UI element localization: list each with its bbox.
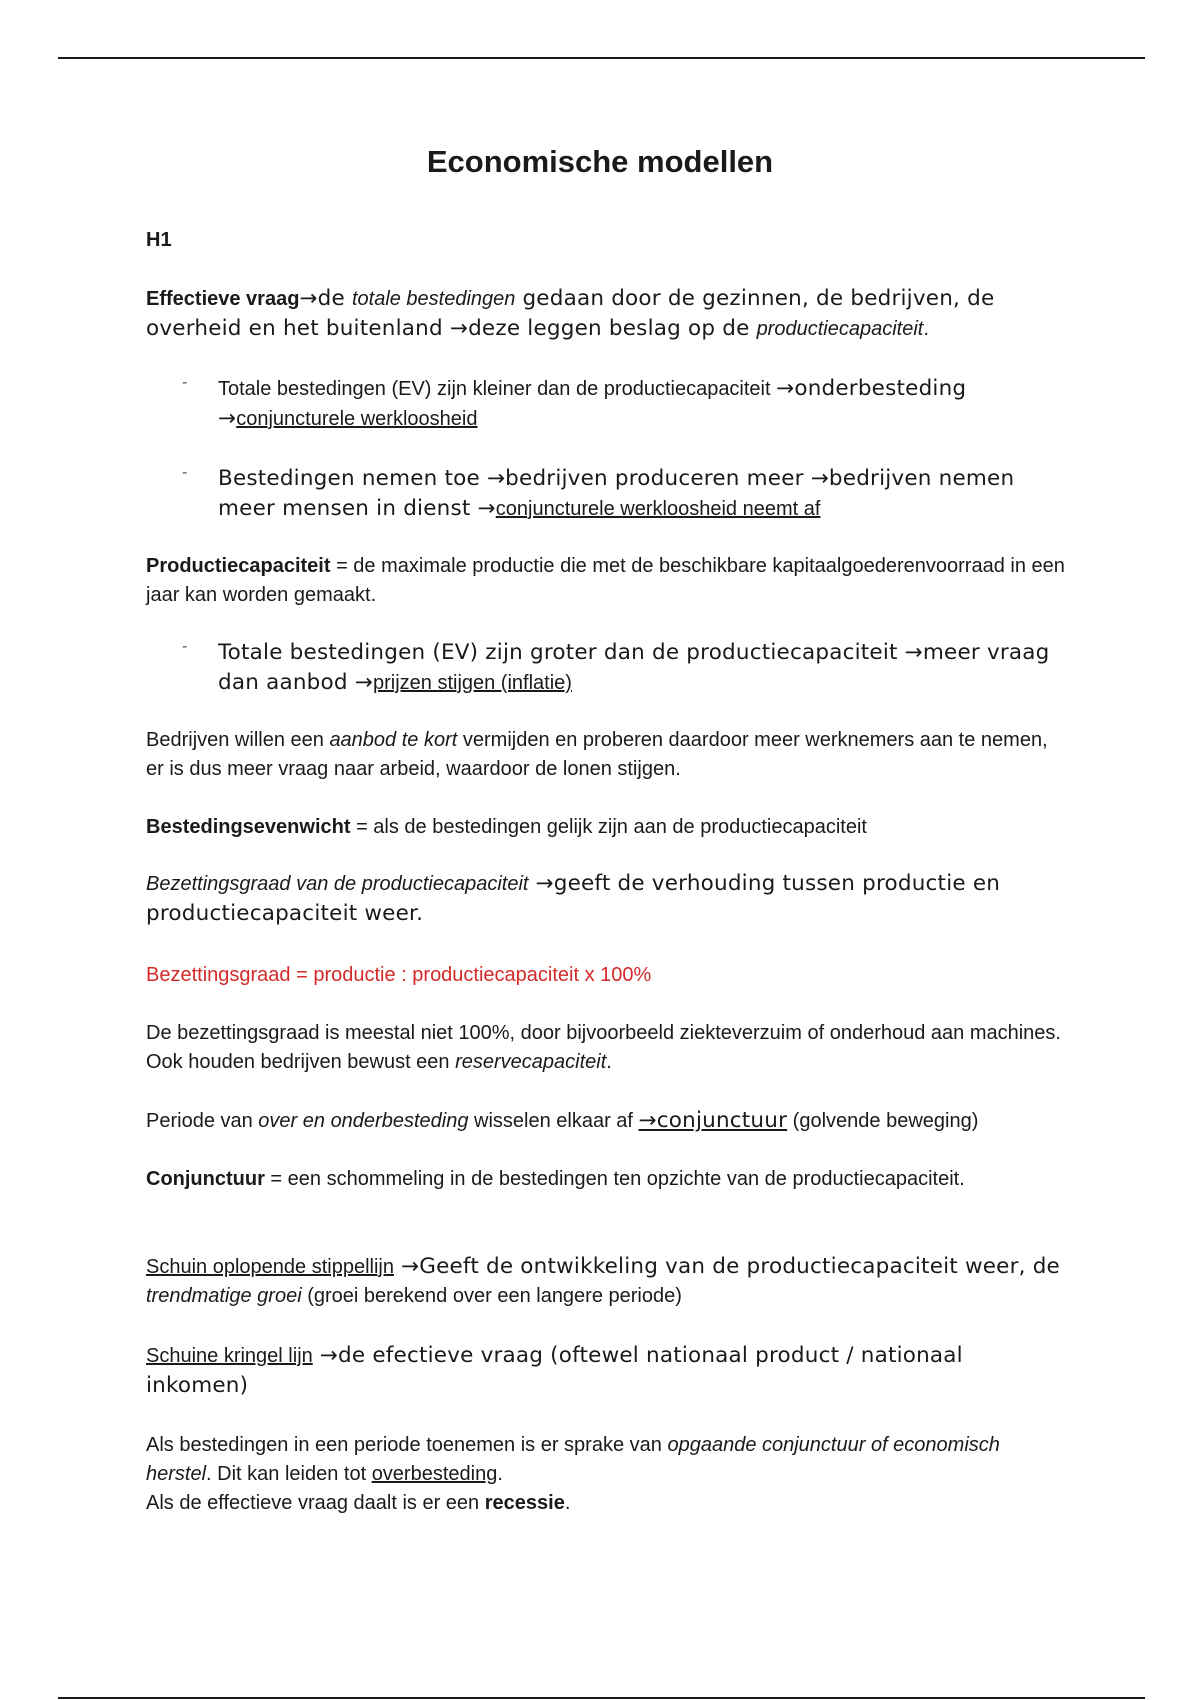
productiecapaciteit-paragraph: Productiecapaciteit = de maximale productie die met de beschikbare kapitaalgoederenvoorraad in een jaar kan worden gemaakt. [146,555,1065,606]
bezettingsgraad-formula: Bezettingsgraad = productie : productiecapaciteit x 100% [146,964,652,986]
bullet-list-1 [146,374,1066,524]
term-bestedingsevenwicht: Bestedingsevenwicht [146,816,351,838]
bullet-dash: - [182,464,188,481]
bullet-dash: - [182,374,188,391]
page-title: Economische modellen [426,144,774,179]
list-item: - Totale bestedingen (EV) zijn groter dan de productiecapaciteit →meer vraag dan aanbod →prijzen stijgen (inflatie) [182,638,1050,695]
section-heading: H1 [146,229,172,251]
bezettingsgraad-paragraph: Bezettingsgraad van de productiecapaciteit →geeft de verhouding tussen productie en productiecapaciteit weer. [146,871,1001,926]
term-productiecapaciteit: Productiecapaciteit [146,555,331,577]
conjunctuur-paragraph: Conjunctuur = een schommeling in de bestedingen ten opzichte van de productiecapaciteit. [146,1168,965,1190]
top-rule [58,57,1145,59]
term-effectieve-vraag: Effectieve vraag [146,288,300,310]
bedrijven-paragraph: Bedrijven willen een aanbod te kort vermijden en proberen daardoor meer werknemers aan te nemen, er is dus meer vraag naar arbeid, waardoor de lonen stijgen. [146,729,1048,780]
periode-paragraph: Periode van over en onderbesteding wisselen elkaar af →conjunctuur (golvende beweging) [146,1108,979,1133]
bezetting-note-paragraph: De bezettingsgraad is meestal niet 100%, door bijvoorbeeld ziekteverzuim of onderhoud aan machines. Ook houden bedrijven bewust een reservecapaciteit. [146,1022,1061,1073]
stippellijn-paragraph: Schuin oplopende stippellijn →Geeft de ontwikkeling van de productiecapaciteit weer, de trendmatige groei (groei berekend over een langere periode) [146,1254,1060,1307]
document-body [146,226,1066,1518]
kringel-paragraph: Schuine kringel lijn →de efectieve vraag (oftewel nationaal product / nationaal inkomen) [146,1343,963,1398]
herstel-paragraph: Als bestedingen in een periode toenemen is er sprake van opgaande conjunctuur of economisch herstel. Dit kan leiden tot overbesteding. Als de effectieve vraag daalt is er een recessie. [146,1434,1000,1514]
bestedingsevenwicht-paragraph: Bestedingsevenwicht = als de bestedingen gelijk zijn aan de productiecapaciteit [146,816,867,838]
bullet-list-2 [146,638,1066,698]
term-recessie: recessie [484,1492,565,1514]
term-conjunctuur: Conjunctuur [146,1168,265,1190]
list-item: - Totale bestedingen (EV) zijn kleiner dan de productiecapaciteit →onderbesteding →conjuncturele werkloosheid [182,374,967,431]
effectieve-vraag-paragraph: Effectieve vraag→de totale bestedingen gedaan door de gezinnen, de bedrijven, de overheid en het buitenland →deze leggen beslag op de productiecapaciteit. [146,286,995,341]
bottom-rule [58,1697,1145,1699]
list-item: - Bestedingen nemen toe →bedrijven produceren meer →bedrijven nemen meer mensen in dienst →conjuncturele werkloosheid neemt af [182,464,1015,521]
bullet-dash: - [182,638,188,655]
